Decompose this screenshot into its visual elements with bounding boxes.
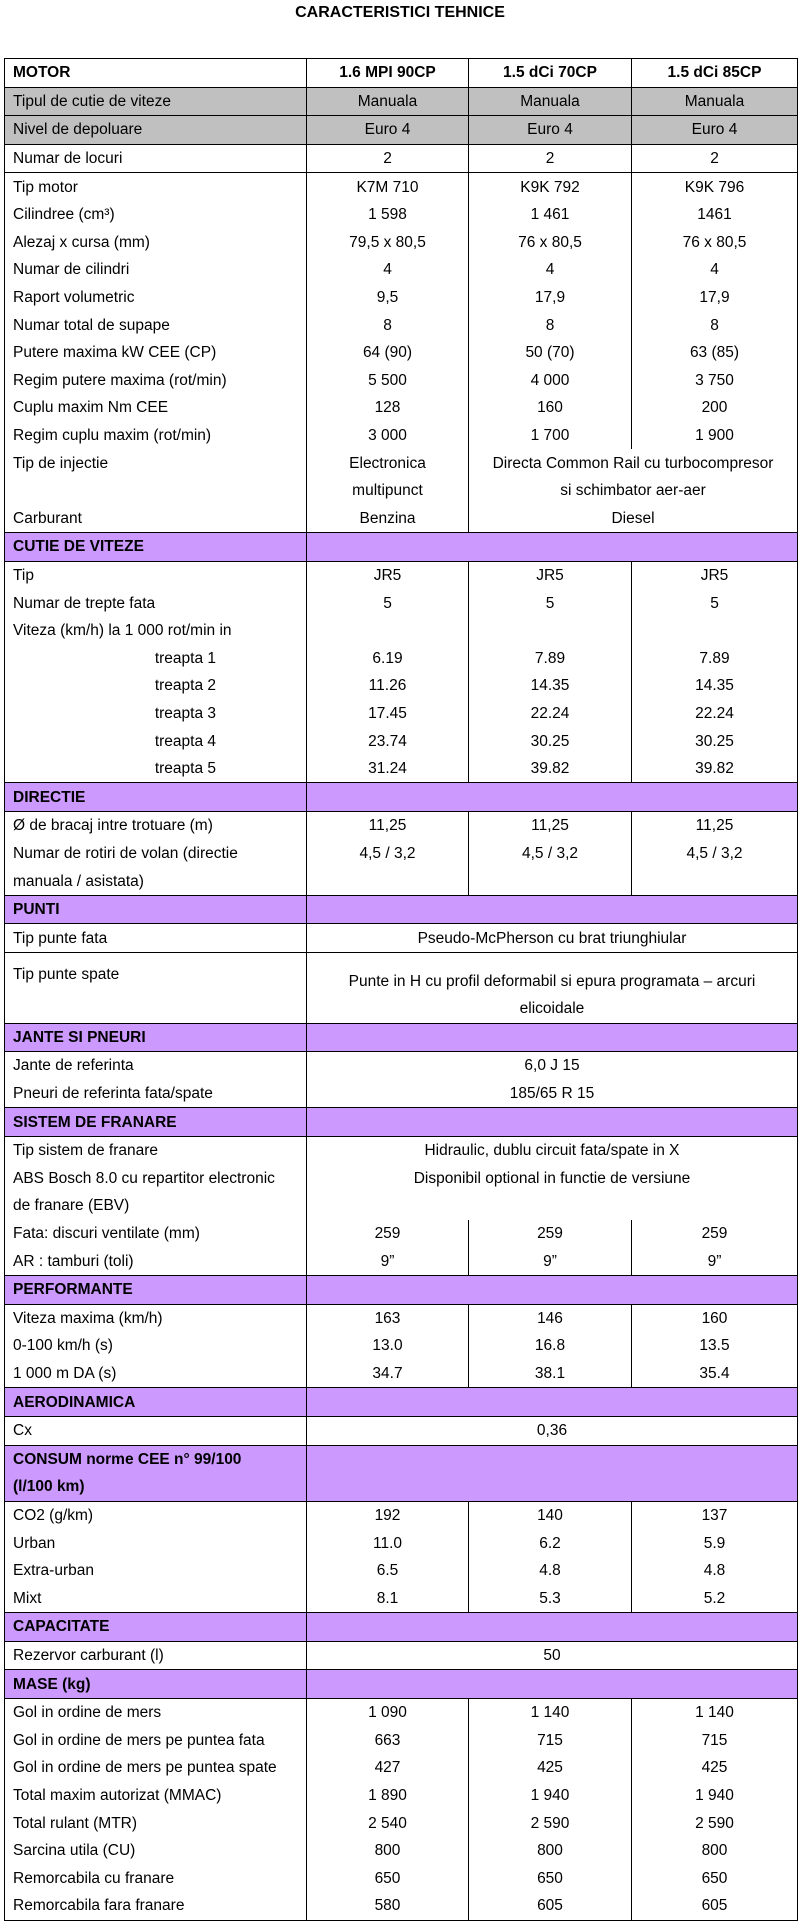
- value-col-3: 35.4: [632, 1360, 798, 1388]
- value-col-2: 2 590: [469, 1809, 632, 1837]
- row-label: Carburant: [5, 505, 307, 533]
- value-col-2: 146: [469, 1304, 632, 1332]
- value-col-1: 192: [307, 1501, 469, 1529]
- row-label: Tipul de cutie de viteze: [5, 87, 307, 116]
- row-label: Ø de bracaj intre trotuare (m): [5, 812, 307, 840]
- row-label: Total maxim autorizat (MMAC): [5, 1782, 307, 1810]
- table-row: [5, 589, 798, 617]
- section-filler: [307, 783, 798, 812]
- row-label: Urban: [5, 1529, 307, 1557]
- row-label: Cx: [5, 1416, 307, 1445]
- row-label: AR : tamburi (toli): [5, 1247, 307, 1275]
- row-label: Tip: [5, 561, 307, 589]
- row-label: Tip de injectie: [5, 449, 307, 477]
- table-row: [5, 561, 798, 589]
- value-col-3: 4,5 / 3,2: [632, 840, 798, 868]
- section-title: SISTEM DE FRANARE: [5, 1108, 307, 1137]
- row-label: Viteza maxima (km/h): [5, 1304, 307, 1332]
- value-col-3: 17,9: [632, 284, 798, 312]
- section-header-row: [5, 1388, 798, 1417]
- row-value: 185/65 R 15: [307, 1080, 798, 1108]
- table-row: [5, 394, 798, 422]
- value-col-2: 1 700: [469, 422, 632, 450]
- row-label: Numar de rotiri de volan (directie: [5, 840, 307, 868]
- value-col-3: 39.82: [632, 755, 798, 783]
- value-col-2: 6.2: [469, 1529, 632, 1557]
- table-row: [5, 812, 798, 840]
- value-col-1: 9,5: [307, 284, 469, 312]
- table-row: [5, 1220, 798, 1248]
- value-col-1: 4: [307, 256, 469, 284]
- row-label: 1 000 m DA (s): [5, 1360, 307, 1388]
- table-row: [5, 116, 798, 145]
- table-row: [5, 1837, 798, 1865]
- value-col-2: 76 x 80,5: [469, 229, 632, 257]
- value-col-2: JR5: [469, 561, 632, 589]
- section-header-row: [5, 783, 798, 812]
- section-title: DIRECTIE: [5, 783, 307, 812]
- value-col-3: 1 900: [632, 422, 798, 450]
- table-row: [5, 1726, 798, 1754]
- table-row: [5, 1529, 798, 1557]
- row-label: Raport volumetric: [5, 284, 307, 312]
- value-col-3: 1 940: [632, 1782, 798, 1810]
- section-header-row: [5, 1023, 798, 1052]
- value-col-1: 9”: [307, 1247, 469, 1275]
- row-value: Hidraulic, dublu circuit fata/spate in X: [307, 1136, 798, 1164]
- section-filler: [307, 1275, 798, 1304]
- section-header-row: [5, 1670, 798, 1699]
- table-row: [5, 644, 798, 672]
- value-col-1: 2: [307, 144, 469, 173]
- value-col-2: 4 000: [469, 367, 632, 395]
- section-filler: [307, 1445, 798, 1473]
- row-label: Viteza (km/h) la 1 000 rot/min in: [5, 617, 307, 645]
- section-header-row: [5, 1445, 798, 1473]
- value-col-2: 8: [469, 311, 632, 339]
- row-label: Regim putere maxima (rot/min): [5, 367, 307, 395]
- table-row: [5, 1892, 798, 1920]
- table-row: [5, 700, 798, 728]
- value-col-3: 1.5 dCi 85CP: [632, 59, 798, 88]
- row-label: Rezervor carburant (l): [5, 1641, 307, 1670]
- value-col-1: K7M 710: [307, 173, 469, 201]
- table-row: [5, 229, 798, 257]
- table-row: [5, 1557, 798, 1585]
- table-row: [5, 59, 798, 88]
- row-value: Pseudo-McPherson cu brat triunghiular: [307, 924, 798, 953]
- value-col-3: 9”: [632, 1247, 798, 1275]
- value-col-2-3: Diesel: [469, 505, 798, 533]
- table-row: [5, 449, 798, 477]
- section-filler: [307, 1108, 798, 1137]
- value-col-2: 800: [469, 1837, 632, 1865]
- section-header-row: [5, 1473, 798, 1501]
- value-col-2: 9”: [469, 1247, 632, 1275]
- spec-table: [4, 58, 798, 1921]
- table-row: [5, 311, 798, 339]
- value-col-1: 8: [307, 311, 469, 339]
- value-col-1: 34.7: [307, 1360, 469, 1388]
- table-row: [5, 1501, 798, 1529]
- value-col-2: 425: [469, 1754, 632, 1782]
- value-col-2: 16.8: [469, 1332, 632, 1360]
- value-col-3: 22.24: [632, 700, 798, 728]
- value-col-2: 1 140: [469, 1698, 632, 1726]
- row-label: Remorcabila fara franare: [5, 1892, 307, 1920]
- value-col-1: 1 598: [307, 201, 469, 229]
- value-col-2: 30.25: [469, 727, 632, 755]
- value-col-3: 5.2: [632, 1584, 798, 1612]
- table-row: [5, 1416, 798, 1445]
- table-row: [5, 867, 798, 895]
- section-filler: [307, 1613, 798, 1642]
- row-label: MOTOR: [5, 59, 307, 88]
- table-row: [5, 617, 798, 645]
- row-label: treapta 4: [5, 727, 307, 755]
- value-col-2: 11,25: [469, 812, 632, 840]
- value-col-2: 14.35: [469, 672, 632, 700]
- table-row: [5, 924, 798, 953]
- value-col-1: 23.74: [307, 727, 469, 755]
- value-col-3: 425: [632, 1754, 798, 1782]
- value-col-3: 63 (85): [632, 339, 798, 367]
- table-row: [5, 1192, 798, 1220]
- section-filler: [307, 1670, 798, 1699]
- table-row: [5, 1864, 798, 1892]
- section-header-row: [5, 1108, 798, 1137]
- value-col-2: [469, 617, 632, 645]
- value-col-2: 160: [469, 394, 632, 422]
- value-col-1: 663: [307, 1726, 469, 1754]
- value-col-2: 4: [469, 256, 632, 284]
- value-col-1: 17.45: [307, 700, 469, 728]
- section-filler: [307, 1473, 798, 1501]
- value-col-1: 79,5 x 80,5: [307, 229, 469, 257]
- value-col-3: 650: [632, 1864, 798, 1892]
- value-col-2: K9K 792: [469, 173, 632, 201]
- value-col-1: 8.1: [307, 1584, 469, 1612]
- value-col-3: 1461: [632, 201, 798, 229]
- table-row: [5, 173, 798, 201]
- row-value: Punte in H cu profil deformabil si epura programata – arcuri: [307, 953, 798, 996]
- value-col-3: 160: [632, 1304, 798, 1332]
- table-row: [5, 144, 798, 173]
- value-col-2: [469, 867, 632, 895]
- row-label: Nivel de depoluare: [5, 116, 307, 145]
- row-label: de franare (EBV): [5, 1192, 307, 1220]
- value-col-3: 2: [632, 144, 798, 173]
- value-col-2-3: Directa Common Rail cu turbocompresor: [469, 449, 798, 477]
- row-label: treapta 1: [5, 644, 307, 672]
- row-label: Tip punte fata: [5, 924, 307, 953]
- row-label: ABS Bosch 8.0 cu repartitor electronic: [5, 1165, 307, 1193]
- value-col-1: 259: [307, 1220, 469, 1248]
- row-label: Tip motor: [5, 173, 307, 201]
- section-header-row: [5, 1275, 798, 1304]
- table-row: [5, 1698, 798, 1726]
- value-col-1: Euro 4: [307, 116, 469, 145]
- value-col-2: 5: [469, 589, 632, 617]
- value-col-1: 1.6 MPI 90CP: [307, 59, 469, 88]
- row-label: Total rulant (MTR): [5, 1809, 307, 1837]
- row-value: 0,36: [307, 1416, 798, 1445]
- table-row: [5, 339, 798, 367]
- value-col-2: 39.82: [469, 755, 632, 783]
- table-row: [5, 1247, 798, 1275]
- table-row: [5, 1165, 798, 1193]
- section-title: MASE (kg): [5, 1670, 307, 1699]
- value-col-1: 2 540: [307, 1809, 469, 1837]
- value-col-1: 13.0: [307, 1332, 469, 1360]
- value-col-1: 5 500: [307, 367, 469, 395]
- section-filler: [307, 1023, 798, 1052]
- row-label: manuala / asistata): [5, 867, 307, 895]
- value-col-3: 605: [632, 1892, 798, 1920]
- value-col-2: 50 (70): [469, 339, 632, 367]
- value-col-1: Electronica: [307, 449, 469, 477]
- row-label: Alezaj x cursa (mm): [5, 229, 307, 257]
- row-label: 0-100 km/h (s): [5, 1332, 307, 1360]
- section-filler: [307, 895, 798, 924]
- table-row: [5, 1584, 798, 1612]
- value-col-2: Euro 4: [469, 116, 632, 145]
- value-col-3: 5.9: [632, 1529, 798, 1557]
- value-col-1: 6.19: [307, 644, 469, 672]
- row-label: treapta 5: [5, 755, 307, 783]
- section-title: PUNTI: [5, 895, 307, 924]
- value-col-3: 259: [632, 1220, 798, 1248]
- value-col-3: K9K 796: [632, 173, 798, 201]
- value-col-1: 6.5: [307, 1557, 469, 1585]
- table-row: [5, 477, 798, 505]
- table-row: [5, 1782, 798, 1810]
- section-title: JANTE SI PNEURI: [5, 1023, 307, 1052]
- value-col-2-3: si schimbator aer-aer: [469, 477, 798, 505]
- table-row: [5, 256, 798, 284]
- row-value: 50: [307, 1641, 798, 1670]
- value-col-2: 5.3: [469, 1584, 632, 1612]
- value-col-2: 4.8: [469, 1557, 632, 1585]
- table-row: [5, 1080, 798, 1108]
- value-col-2: 1 940: [469, 1782, 632, 1810]
- value-col-1: JR5: [307, 561, 469, 589]
- value-col-3: JR5: [632, 561, 798, 589]
- value-col-1: 4,5 / 3,2: [307, 840, 469, 868]
- table-row: [5, 201, 798, 229]
- table-row: [5, 1754, 798, 1782]
- value-col-3: 715: [632, 1726, 798, 1754]
- value-col-3: Euro 4: [632, 116, 798, 145]
- table-row: [5, 1809, 798, 1837]
- section-filler: [307, 1388, 798, 1417]
- table-row: [5, 1304, 798, 1332]
- section-header-row: [5, 1613, 798, 1642]
- section-header-row: [5, 895, 798, 924]
- row-value: [307, 1192, 798, 1220]
- value-col-1: 800: [307, 1837, 469, 1865]
- value-col-3: 3 750: [632, 367, 798, 395]
- table-row: [5, 1641, 798, 1670]
- row-label: Fata: discuri ventilate (mm): [5, 1220, 307, 1248]
- value-col-3: 11,25: [632, 812, 798, 840]
- value-col-3: 200: [632, 394, 798, 422]
- value-col-1: 3 000: [307, 422, 469, 450]
- value-col-3: Manuala: [632, 87, 798, 116]
- row-label: [5, 995, 307, 1023]
- value-col-1: 31.24: [307, 755, 469, 783]
- value-col-3: [632, 617, 798, 645]
- row-label: Mixt: [5, 1584, 307, 1612]
- value-col-1: 11.0: [307, 1529, 469, 1557]
- value-col-1: 1 090: [307, 1698, 469, 1726]
- table-row: [5, 1360, 798, 1388]
- section-title: (l/100 km): [5, 1473, 307, 1501]
- row-label: Tip sistem de franare: [5, 1136, 307, 1164]
- table-row: [5, 727, 798, 755]
- value-col-3: 14.35: [632, 672, 798, 700]
- section-title: CUTIE DE VITEZE: [5, 533, 307, 562]
- row-label: Numar de trepte fata: [5, 589, 307, 617]
- value-col-2: 140: [469, 1501, 632, 1529]
- section-title: PERFORMANTE: [5, 1275, 307, 1304]
- value-col-2: 4,5 / 3,2: [469, 840, 632, 868]
- value-col-1: 5: [307, 589, 469, 617]
- value-col-1: 11,25: [307, 812, 469, 840]
- table-row: [5, 367, 798, 395]
- row-label: treapta 2: [5, 672, 307, 700]
- value-col-1: 128: [307, 394, 469, 422]
- value-col-1: 650: [307, 1864, 469, 1892]
- section-title: CONSUM norme CEE n° 99/100: [5, 1445, 307, 1473]
- row-label: Gol in ordine de mers pe puntea spate: [5, 1754, 307, 1782]
- table-row: [5, 1332, 798, 1360]
- row-value: 6,0 J 15: [307, 1052, 798, 1080]
- value-col-2: Manuala: [469, 87, 632, 116]
- table-row: [5, 284, 798, 312]
- value-col-2: 22.24: [469, 700, 632, 728]
- row-label: Regim cuplu maxim (rot/min): [5, 422, 307, 450]
- row-label: Numar de cilindri: [5, 256, 307, 284]
- page-title: CARACTERISTICI TEHNICE: [295, 4, 505, 21]
- row-label: Sarcina utila (CU): [5, 1837, 307, 1865]
- value-col-1: 427: [307, 1754, 469, 1782]
- value-col-3: 137: [632, 1501, 798, 1529]
- value-col-1: Benzina: [307, 505, 469, 533]
- value-col-2: 650: [469, 1864, 632, 1892]
- row-label: Numar total de supape: [5, 311, 307, 339]
- row-value: elicoidale: [307, 995, 798, 1023]
- row-label: Putere maxima kW CEE (CP): [5, 339, 307, 367]
- value-col-3: 76 x 80,5: [632, 229, 798, 257]
- table-row: [5, 672, 798, 700]
- value-col-3: [632, 867, 798, 895]
- row-label: Gol in ordine de mers: [5, 1698, 307, 1726]
- value-col-1: 11.26: [307, 672, 469, 700]
- value-col-2: 259: [469, 1220, 632, 1248]
- row-label: Extra-urban: [5, 1557, 307, 1585]
- row-label: Remorcabila cu franare: [5, 1864, 307, 1892]
- row-value: Disponibil optional in functie de versiune: [307, 1165, 798, 1193]
- value-col-3: 30.25: [632, 727, 798, 755]
- row-label: Gol in ordine de mers pe puntea fata: [5, 1726, 307, 1754]
- value-col-2: 2: [469, 144, 632, 173]
- value-col-3: 4: [632, 256, 798, 284]
- table-row: [5, 1136, 798, 1164]
- section-title: AERODINAMICA: [5, 1388, 307, 1417]
- value-col-1: 580: [307, 1892, 469, 1920]
- value-col-3: 5: [632, 589, 798, 617]
- value-col-3: 2 590: [632, 1809, 798, 1837]
- value-col-1: 1 890: [307, 1782, 469, 1810]
- value-col-3: 1 140: [632, 1698, 798, 1726]
- value-col-2: 7.89: [469, 644, 632, 672]
- table-row: [5, 840, 798, 868]
- section-title: CAPACITATE: [5, 1613, 307, 1642]
- value-col-1: [307, 617, 469, 645]
- row-label: Numar de locuri: [5, 144, 307, 173]
- value-col-2: 605: [469, 1892, 632, 1920]
- value-col-1: 64 (90): [307, 339, 469, 367]
- value-col-3: 800: [632, 1837, 798, 1865]
- value-col-2: 1.5 dCi 70CP: [469, 59, 632, 88]
- value-col-3: 4.8: [632, 1557, 798, 1585]
- value-col-2: 715: [469, 1726, 632, 1754]
- table-row: [5, 422, 798, 450]
- table-row: [5, 1052, 798, 1080]
- value-col-2: 17,9: [469, 284, 632, 312]
- section-filler: [307, 533, 798, 562]
- value-col-3: 13.5: [632, 1332, 798, 1360]
- table-row: [5, 505, 798, 533]
- value-col-2: 38.1: [469, 1360, 632, 1388]
- row-label: [5, 477, 307, 505]
- row-label: CO2 (g/km): [5, 1501, 307, 1529]
- table-row: [5, 755, 798, 783]
- value-col-3: 8: [632, 311, 798, 339]
- table-row: [5, 953, 798, 996]
- value-col-1: multipunct: [307, 477, 469, 505]
- row-label: Cuplu maxim Nm CEE: [5, 394, 307, 422]
- value-col-1: [307, 867, 469, 895]
- row-label: treapta 3: [5, 700, 307, 728]
- value-col-1: Manuala: [307, 87, 469, 116]
- row-label: Pneuri de referinta fata/spate: [5, 1080, 307, 1108]
- value-col-2: 1 461: [469, 201, 632, 229]
- section-header-row: [5, 533, 798, 562]
- table-row: [5, 87, 798, 116]
- row-label: Jante de referinta: [5, 1052, 307, 1080]
- table-row: [5, 995, 798, 1023]
- value-col-3: 7.89: [632, 644, 798, 672]
- row-label: Tip punte spate: [5, 953, 307, 996]
- value-col-1: 163: [307, 1304, 469, 1332]
- row-label: Cilindree (cm³): [5, 201, 307, 229]
